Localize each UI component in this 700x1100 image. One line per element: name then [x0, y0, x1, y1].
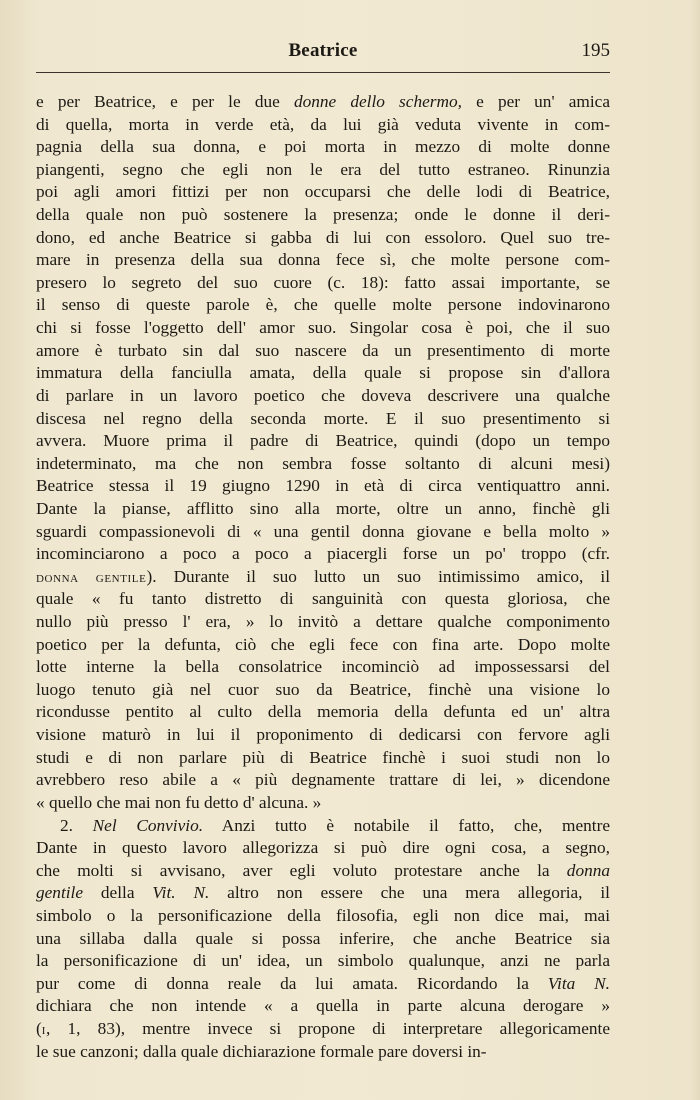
- body-text: [36, 91, 610, 1063]
- text-line: [36, 114, 610, 137]
- header-rule: [36, 72, 610, 73]
- text-run: presero lo segreto del suo cuore (c. 18): fatto assai importante, se: [36, 272, 610, 292]
- text-run: 2.: [60, 815, 93, 835]
- italic-text: Vit. N.: [152, 883, 210, 903]
- text-line: [36, 227, 610, 250]
- text-line: [36, 249, 610, 272]
- text-line: [36, 272, 610, 295]
- text-run: indeterminato, ma che non sembra fosse soltanto di alcuni mesi): [36, 453, 610, 473]
- text-line: [36, 588, 610, 611]
- text-run: simbolo o la personificazione della filosofia, egli non dice mai, mai: [36, 905, 610, 925]
- italic-text: donne dello schermo,: [293, 92, 462, 111]
- text-run: Dante la pianse, afflitto sino alla morte, oltre un anno, finchè gli: [36, 498, 610, 518]
- text-line: [36, 837, 610, 860]
- text-line: [36, 408, 610, 431]
- text-run: amore è turbato sin dal suo nascere da un presentimento di morte: [36, 340, 610, 360]
- text-run: dono, ed anche Beatrice si gabba di lui con essoloro. Quel suo tre-: [36, 227, 610, 247]
- text-line: [36, 1041, 610, 1064]
- text-run: dichiara che non intende « a quella in parte alcuna derogare »: [36, 996, 610, 1016]
- text-line: [36, 91, 610, 114]
- text-run: (: [36, 1018, 42, 1038]
- text-run: e per un' amica: [461, 92, 610, 111]
- text-run: incominciarono a poco a poco a piacergli forse un po' troppo (cfr.: [36, 544, 610, 564]
- text-run: le sue canzoni; dalla quale dichiarazione formale pare doversi in-: [36, 1041, 487, 1061]
- text-run: visione maturò in lui il proponimento di dedicarsi con fervore agli: [36, 725, 610, 745]
- text-line: [36, 1018, 610, 1041]
- text-run: che molti si avvisano, aver egli voluto protestare anche la: [36, 860, 567, 880]
- text-line: [36, 543, 610, 566]
- text-run: sguardi compassionevoli di « una gentil donna giovane e bella molto »: [36, 521, 610, 541]
- page-number: 195: [581, 40, 610, 61]
- text-run: ricondusse pentito al culto della memoria della defunta ed un' altra: [36, 702, 610, 722]
- text-run: studi e di non parlare più di Beatrice finchè i suoi studi non lo: [36, 747, 610, 767]
- text-line: [36, 679, 610, 702]
- text-run: ). Durante il suo lutto un suo intimissimo amico, il: [146, 566, 610, 586]
- text-line: [36, 656, 610, 679]
- italic-text: donna: [566, 860, 610, 880]
- text-line: [36, 362, 610, 385]
- small-caps-text: i: [41, 1021, 47, 1038]
- text-line: [36, 905, 610, 928]
- text-line: [36, 792, 610, 815]
- text-line: [36, 634, 610, 657]
- text-line: [36, 136, 610, 159]
- text-line: [36, 566, 610, 589]
- text-line: [36, 204, 610, 227]
- text-line: [36, 724, 610, 747]
- text-line: [36, 950, 610, 973]
- text-run: luogo tenuto già nel cuor suo da Beatrice, finchè una visione lo: [36, 679, 610, 699]
- text-line: [36, 475, 610, 498]
- text-run: della quale non può sostenere la presenza; onde le donne il deri-: [36, 205, 610, 225]
- text-run: lotte interne la bella consolatrice incominciò ad impossessarsi del: [36, 657, 610, 677]
- text-run: di parlare in un lavoro poetico che doveva descrivere una qualche: [36, 385, 610, 405]
- text-run: quale « fu tanto distretto di sanguinità con questa gloriosa, che: [36, 589, 610, 609]
- text-line: [36, 159, 610, 182]
- text-line: [36, 521, 610, 544]
- text-run: nullo più presso l' era, » lo invitò a dettare qualche componimento: [36, 612, 610, 632]
- text-line: [36, 611, 610, 634]
- text-run: piangenti, segno che egli non le era del tutto estraneo. Rinunzia: [36, 159, 610, 179]
- text-line: [36, 385, 610, 408]
- running-title: Beatrice: [288, 40, 358, 61]
- text-run: il senso di queste parole è, che quelle molte persone indovinarono: [36, 295, 610, 315]
- text-line: [36, 701, 610, 724]
- text-run: mare in presenza della sua donna fece sì, che molte persone com-: [36, 250, 610, 270]
- text-line: [36, 769, 610, 792]
- text-run: della: [83, 883, 153, 903]
- text-run: Anzi tutto è notabile il fatto, che, mentre: [203, 815, 610, 835]
- text-line: [36, 294, 610, 317]
- page-header: [36, 40, 610, 70]
- small-caps-text: donna gentile: [36, 569, 147, 586]
- text-run: una sillaba dalla quale si possa inferire, che anche Beatrice sia: [36, 928, 610, 948]
- text-line: [36, 860, 610, 883]
- text-run: Beatrice stessa il 19 giugno 1290 in età di circa ventiquattro anni.: [36, 476, 610, 496]
- italic-text: gentile: [36, 883, 84, 903]
- italic-text: Vita N.: [547, 973, 610, 993]
- text-run: poetico per la defunta, ciò che egli fece con fina arte. Dopo molte: [36, 634, 610, 654]
- text-line: [36, 453, 610, 476]
- text-run: la personificazione di un' idea, un simbolo qualunque, anzi ne parla: [36, 951, 610, 971]
- text-run: « quello che mai non fu detto d' alcuna. »: [36, 792, 322, 812]
- text-run: chi si fosse l'oggetto dell' amor suo. Singolar cosa è poi, che il suo: [36, 318, 610, 338]
- text-run: discesa nel regno della seconda morte. E il suo presentimento si: [36, 408, 610, 428]
- text-run: , 1, 83), mentre invece si propone di interpretare allegoricamente: [46, 1018, 610, 1038]
- text-line: [36, 973, 610, 996]
- text-line: [36, 181, 610, 204]
- text-run: avrebbero reso abile a « più degnamente trattare di lei, » dicendone: [36, 770, 610, 790]
- text-run: Dante in questo lavoro allegorizza si può dire ogni cosa, a segno,: [36, 838, 610, 858]
- text-run: poi agli amori fittizi per non occuparsi che delle lodi di Beatrice,: [36, 182, 610, 202]
- text-line: [36, 995, 610, 1018]
- italic-text: Nel Convivio.: [92, 815, 204, 835]
- text-run: pagnia della sua donna, e poi morta in mezzo di molte donne: [36, 137, 610, 157]
- text-run: di quella, morta in verde età, da lui già veduta vivente in com-: [36, 114, 610, 134]
- text-run: altro non essere che una mera allegoria, il: [209, 883, 610, 903]
- text-line: [36, 317, 610, 340]
- text-line: [36, 815, 610, 838]
- text-run: pur come di donna reale da lui amata. Ricordando la: [36, 973, 548, 993]
- text-line: [36, 498, 610, 521]
- text-line: [36, 747, 610, 770]
- text-run: e per Beatrice, e per le due: [36, 92, 294, 111]
- text-line: [36, 882, 610, 905]
- text-line: [36, 340, 610, 363]
- text-run: immatura della fanciulla amata, della quale si propose sin d'allora: [36, 363, 610, 383]
- text-line: [36, 928, 610, 951]
- text-run: avvera. Muore prima il padre di Beatrice, quindi (dopo un tempo: [36, 431, 610, 451]
- text-line: [36, 430, 610, 453]
